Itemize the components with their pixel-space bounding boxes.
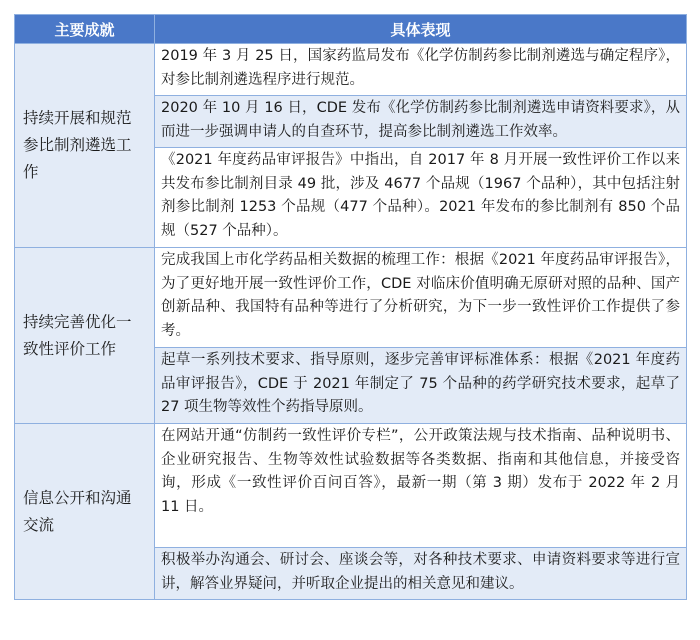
detail-cell: 积极举办沟通会、研讨会、座谈会等，对各种技术要求、申请资料要求等进行宣讲，解答业界疑问，并听取企业提出的相关意见和建议。 — [155, 548, 687, 600]
table-header-row — [15, 15, 687, 44]
detail-cell: 《2021 年度药品审评报告》中指出，自 2017 年 8 月开展一致性评价工作以来共发布参比制剂目录 49 批，涉及 4677 个品规（1967 个品种），其中包括注射剂参比制剂 1253 个品规（477 个品种）。2021 年发布的参比制剂有 850 个品规（527 个品种）。 — [155, 148, 687, 248]
detail-cell: 2019 年 3 月 25 日，国家药监局发布《化学仿制药参比制剂遴选与确定程序》，对参比制剂遴选程序进行规范。 — [155, 44, 687, 96]
category-cell: 信息公开和沟通交流 — [15, 424, 155, 600]
table-row — [15, 424, 687, 548]
detail-cell: 在网站开通“仿制药一致性评价专栏”，公开政策法规与技术指南、品种说明书、企业研究报告、生物等效性试验数据等各类数据、指南和其他信息，并接受咨询，形成《一致性评价百问百答》，最新一期（第 3 期）发布于 2022 年 2 月 11 日。 — [155, 424, 687, 548]
detail-cell: 起草一系列技术要求、指导原则，逐步完善审评标准体系：根据《2021 年度药品审评报告》，CDE 于 2021 年制定了 75 个品种的药学研究技术要求，起草了 27 项生物等效性个药指导原则。 — [155, 348, 687, 424]
detail-cell: 2020 年 10 月 16 日，CDE 发布《化学仿制药参比制剂遴选申请资料要求》，从而进一步强调申请人的自查环节，提高参比制剂遴选工作效率。 — [155, 96, 687, 148]
achievements-table-container — [14, 14, 686, 600]
category-cell: 持续开展和规范参比制剂遴选工作 — [15, 44, 155, 248]
detail-cell: 完成我国上市化学药品相关数据的梳理工作：根据《2021 年度药品审评报告》，为了更好地开展一致性评价工作，CDE 对临床价值明确无原研对照的品种、国产创新品种、我国特有品种等进行了分析研究，为下一步一致性评价工作提供了参考。 — [155, 248, 687, 348]
header-specific-performance: 具体表现 — [155, 15, 687, 44]
table-row — [15, 44, 687, 96]
table-row — [15, 248, 687, 348]
achievements-table — [14, 14, 687, 600]
category-cell: 持续完善优化一致性评价工作 — [15, 248, 155, 424]
header-main-achievement: 主要成就 — [15, 15, 155, 44]
